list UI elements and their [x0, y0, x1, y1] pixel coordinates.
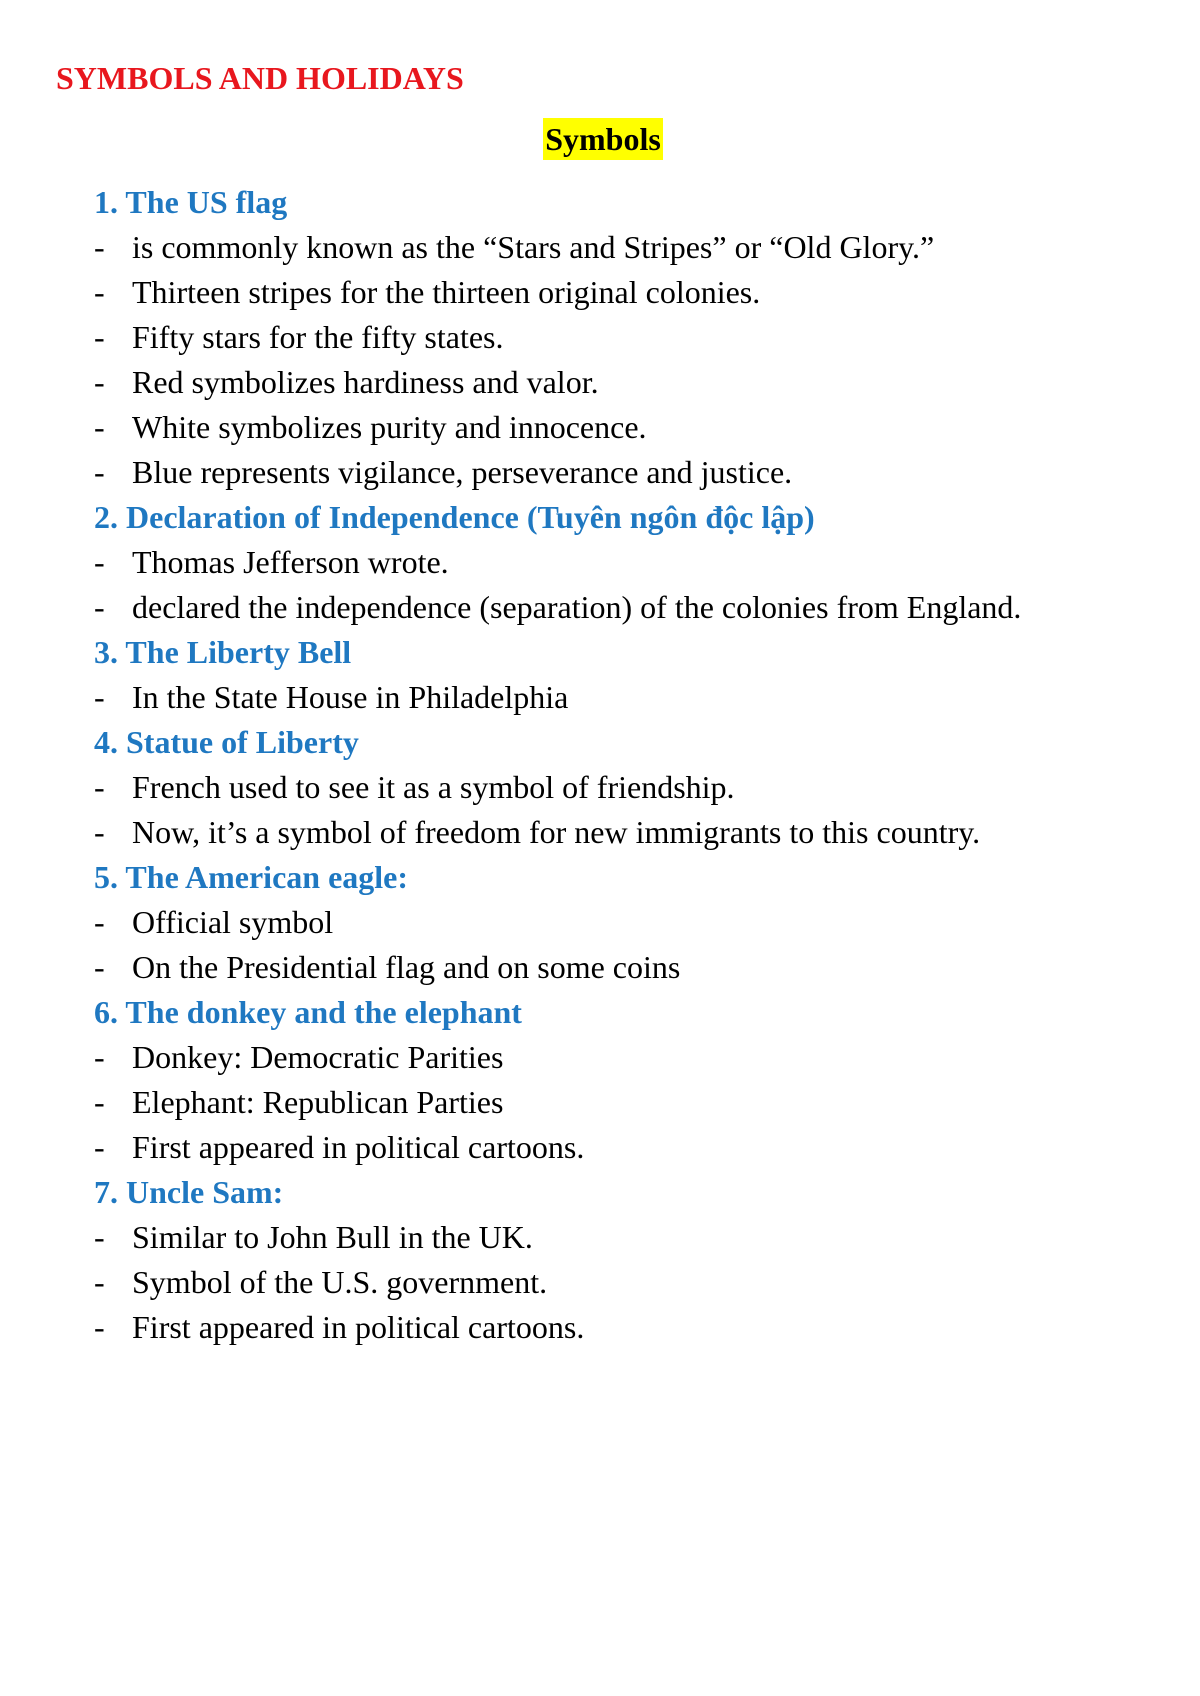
bullet-text: Donkey: Democratic Parities — [132, 1039, 504, 1075]
bullet-dash: - — [94, 319, 105, 355]
bullet-text: Red symbolizes hardiness and valor. — [132, 364, 599, 400]
bullet-text: First appeared in political cartoons. — [132, 1129, 585, 1165]
section-title-container — [0, 118, 1200, 160]
bullet-item — [94, 405, 1174, 450]
bullet-text: Thomas Jefferson wrote. — [132, 544, 449, 580]
section-heading: 3. The Liberty Bell — [94, 634, 352, 670]
bullet-dash: - — [94, 589, 105, 625]
section-heading: 6. The donkey and the elephant — [94, 994, 522, 1030]
bullet-item — [94, 450, 1174, 495]
section-heading: 5. The American eagle: — [94, 859, 409, 895]
bullet-text: is commonly known as the “Stars and Stripes” or “Old Glory.” — [132, 229, 935, 265]
bullet-text: Thirteen stripes for the thirteen original colonies. — [132, 274, 761, 310]
bullet-item — [94, 360, 1174, 405]
bullet-dash: - — [94, 1084, 105, 1120]
bullet-text: Symbol of the U.S. government. — [132, 1264, 548, 1300]
bullet-item — [94, 585, 1174, 630]
bullet-item — [94, 810, 1174, 855]
bullet-item — [94, 1305, 1174, 1350]
section-heading: 7. Uncle Sam: — [94, 1174, 284, 1210]
bullet-dash: - — [94, 1309, 105, 1345]
bullet-item — [94, 945, 1174, 990]
bullet-dash: - — [94, 544, 105, 580]
symbols-list — [94, 180, 1174, 1350]
bullet-item — [94, 270, 1174, 315]
bullet-text: Elephant: Republican Parties — [132, 1084, 504, 1120]
bullet-text: Official symbol — [132, 904, 334, 940]
bullet-text: French used to see it as a symbol of friendship. — [132, 769, 735, 805]
bullet-item — [94, 1260, 1174, 1305]
bullet-dash: - — [94, 814, 105, 850]
bullet-item — [94, 1125, 1174, 1170]
bullet-item — [94, 1215, 1174, 1260]
bullet-item — [94, 540, 1174, 585]
bullet-text: Fifty stars for the fifty states. — [132, 319, 504, 355]
bullet-text: On the Presidential flag and on some coins — [132, 949, 681, 985]
bullet-text: White symbolizes purity and innocence. — [132, 409, 647, 445]
section-heading: 4. Statue of Liberty — [94, 724, 359, 760]
bullet-dash: - — [94, 949, 105, 985]
section-heading: 1. The US flag — [94, 184, 288, 220]
section-title: Symbols — [543, 118, 663, 160]
bullet-dash: - — [94, 769, 105, 805]
bullet-item — [94, 1080, 1174, 1125]
bullet-text: declared the independence (separation) of the colonies from England. — [132, 589, 1022, 625]
section-heading: 2. Declaration of Independence (Tuyên ngôn độc lập) — [94, 499, 815, 535]
bullet-item — [94, 765, 1174, 810]
bullet-dash: - — [94, 1264, 105, 1300]
document-title: SYMBOLS AND HOLIDAYS — [56, 60, 464, 96]
bullet-dash: - — [94, 274, 105, 310]
bullet-item — [94, 315, 1174, 360]
bullet-text: Blue represents vigilance, perseverance and justice. — [132, 454, 793, 490]
bullet-text: First appeared in political cartoons. — [132, 1309, 585, 1345]
bullet-item — [94, 900, 1174, 945]
bullet-text: In the State House in Philadelphia — [132, 679, 569, 715]
bullet-dash: - — [94, 454, 105, 490]
bullet-item — [94, 675, 1174, 720]
bullet-dash: - — [94, 229, 105, 265]
bullet-dash: - — [94, 679, 105, 715]
bullet-item — [94, 225, 1174, 270]
bullet-text: Now, it’s a symbol of freedom for new immigrants to this country. — [132, 814, 981, 850]
bullet-dash: - — [94, 409, 105, 445]
bullet-item — [94, 1035, 1174, 1080]
bullet-dash: - — [94, 1039, 105, 1075]
bullet-dash: - — [94, 364, 105, 400]
bullet-dash: - — [94, 1219, 105, 1255]
bullet-dash: - — [94, 904, 105, 940]
bullet-dash: - — [94, 1129, 105, 1165]
bullet-text: Similar to John Bull in the UK. — [132, 1219, 533, 1255]
